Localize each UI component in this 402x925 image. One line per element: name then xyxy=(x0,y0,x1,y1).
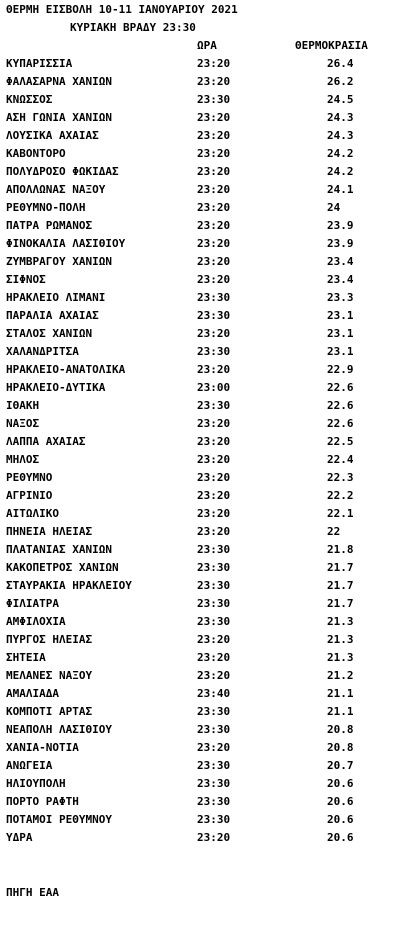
station-name: ΠΗΝΕΙΑ ΗΛΕΙΑΣ xyxy=(6,525,93,538)
station-name: ΚΝΩΣΣΟΣ xyxy=(6,93,53,106)
table-row xyxy=(0,217,402,235)
observation-time: 23:20 xyxy=(197,75,231,88)
observation-time: 23:40 xyxy=(197,687,231,700)
table-row xyxy=(0,541,402,559)
station-name: ΠΟΛΥΔΡΟΣΟ ΦΩΚΙΔΑΣ xyxy=(6,165,119,178)
station-name: ΝΕΑΠΟΛΗ ΛΑΣΙΘΙΟΥ xyxy=(6,723,112,736)
observation-time: 23:30 xyxy=(197,543,231,556)
station-name: ΧΑΛΑΝΔΡΙΤΣΑ xyxy=(6,345,79,358)
document-subtitle: ΚΥΡΙΑΚΗ ΒΡΑΔΥ 23:30 xyxy=(70,21,196,34)
table-row xyxy=(0,415,402,433)
temperature-value: 22.9 xyxy=(327,363,354,376)
table-row xyxy=(0,73,402,91)
station-name: ΡΕΘΥΜΝΟ xyxy=(6,471,53,484)
table-row xyxy=(0,433,402,451)
station-table xyxy=(0,55,402,847)
temperature-value: 24.5 xyxy=(327,93,354,106)
station-name: ΑΜΑΛΙΑΔΑ xyxy=(6,687,59,700)
table-row xyxy=(0,703,402,721)
station-name: ΚΑΚΟΠΕΤΡΟΣ ΧΑΝΙΩΝ xyxy=(6,561,119,574)
table-row xyxy=(0,505,402,523)
table-row xyxy=(0,307,402,325)
temperature-value: 21.7 xyxy=(327,579,354,592)
observation-time: 23:00 xyxy=(197,381,231,394)
observation-time: 23:20 xyxy=(197,507,231,520)
observation-time: 23:30 xyxy=(197,597,231,610)
temperature-value: 21.1 xyxy=(327,687,354,700)
temperature-value: 23.4 xyxy=(327,255,354,268)
station-name: ΠΟΤΑΜΟΙ ΡΕΘΥΜΝΟΥ xyxy=(6,813,112,826)
table-row xyxy=(0,109,402,127)
table-row xyxy=(0,685,402,703)
temperature-value: 22.3 xyxy=(327,471,354,484)
temperature-value: 23.9 xyxy=(327,237,354,250)
observation-time: 23:20 xyxy=(197,363,231,376)
document-title: ΘΕΡΜΗ ΕΙΣΒΟΛΗ 10-11 ΙΑΝΟΥΑΡΙΟΥ 2021 xyxy=(6,3,238,16)
table-row xyxy=(0,595,402,613)
table-row xyxy=(0,55,402,73)
observation-time: 23:20 xyxy=(197,183,231,196)
table-row xyxy=(0,649,402,667)
observation-time: 23:30 xyxy=(197,579,231,592)
observation-time: 23:30 xyxy=(197,813,231,826)
station-name: ΧΑΝΙΑ-ΝΟΤΙΑ xyxy=(6,741,79,754)
table-row xyxy=(0,523,402,541)
observation-time: 23:20 xyxy=(197,741,231,754)
observation-time: 23:20 xyxy=(197,111,231,124)
station-name: ΦΑΛΑΣΑΡΝΑ ΧΑΝΙΩΝ xyxy=(6,75,112,88)
temperature-value: 21.7 xyxy=(327,561,354,574)
station-name: ΙΘΑΚΗ xyxy=(6,399,40,412)
station-name: ΣΤΑΥΡΑΚΙΑ ΗΡΑΚΛΕΙΟΥ xyxy=(6,579,132,592)
observation-time: 23:20 xyxy=(197,57,231,70)
observation-time: 23:20 xyxy=(197,273,231,286)
observation-time: 23:30 xyxy=(197,759,231,772)
temperature-value: 24.2 xyxy=(327,147,354,160)
station-name: ΡΕΘΥΜΝΟ-ΠΟΛΗ xyxy=(6,201,86,214)
temperature-value: 22.6 xyxy=(327,381,354,394)
station-name: ΠΑΡΑΛΙΑ ΑΧΑΙΑΣ xyxy=(6,309,99,322)
station-name: ΣΗΤΕΙΑ xyxy=(6,651,46,664)
observation-time: 23:20 xyxy=(197,669,231,682)
station-name: ΠΛΑΤΑΝΙΑΣ ΧΑΝΙΩΝ xyxy=(6,543,112,556)
observation-time: 23:20 xyxy=(197,453,231,466)
observation-time: 23:20 xyxy=(197,237,231,250)
table-row xyxy=(0,163,402,181)
temperature-value: 23.1 xyxy=(327,309,354,322)
temperature-value: 22 xyxy=(327,525,341,538)
station-name: ΗΡΑΚΛΕΙΟ ΛΙΜΑΝΙ xyxy=(6,291,106,304)
observation-time: 23:20 xyxy=(197,435,231,448)
table-row xyxy=(0,829,402,847)
table-row xyxy=(0,721,402,739)
table-row xyxy=(0,379,402,397)
temperature-value: 26.2 xyxy=(327,75,354,88)
temperature-value: 22.2 xyxy=(327,489,354,502)
temperature-value: 24.2 xyxy=(327,165,354,178)
observation-time: 23:20 xyxy=(197,525,231,538)
temperature-value: 22.6 xyxy=(327,417,354,430)
temperature-value: 23.1 xyxy=(327,345,354,358)
station-name: ΠΑΤΡΑ ΡΩΜΑΝΟΣ xyxy=(6,219,93,232)
temperature-value: 20.6 xyxy=(327,831,354,844)
observation-time: 23:20 xyxy=(197,255,231,268)
table-row xyxy=(0,613,402,631)
table-row xyxy=(0,271,402,289)
temperature-value: 26.4 xyxy=(327,57,354,70)
observation-time: 23:30 xyxy=(197,399,231,412)
station-name: ΚΥΠΑΡΙΣΣΙΑ xyxy=(6,57,73,70)
table-row xyxy=(0,559,402,577)
table-row xyxy=(0,91,402,109)
temperature-value: 21.1 xyxy=(327,705,354,718)
temperature-value: 21.8 xyxy=(327,543,354,556)
station-name: ΝΑΞΟΣ xyxy=(6,417,40,430)
table-row xyxy=(0,361,402,379)
table-row xyxy=(0,127,402,145)
temperature-value: 21.3 xyxy=(327,615,354,628)
temperature-value: 24.3 xyxy=(327,129,354,142)
temperature-value: 20.8 xyxy=(327,723,354,736)
station-name: ΑΜΦΙΛΟΧΙΑ xyxy=(6,615,66,628)
observation-time: 23:20 xyxy=(197,489,231,502)
column-header-time: ΩΡΑ xyxy=(197,39,217,52)
observation-time: 23:30 xyxy=(197,93,231,106)
station-name: ΚΑΒΟΝΤΟΡΟ xyxy=(6,147,66,160)
table-row xyxy=(0,451,402,469)
temperature-value: 21.7 xyxy=(327,597,354,610)
table-row xyxy=(0,145,402,163)
temperature-value: 20.7 xyxy=(327,759,354,772)
temperature-value: 20.6 xyxy=(327,813,354,826)
temperature-value: 23.4 xyxy=(327,273,354,286)
temperature-value: 20.6 xyxy=(327,795,354,808)
table-row xyxy=(0,181,402,199)
station-name: ΠΟΡΤΟ ΡΑΦΤΗ xyxy=(6,795,79,808)
station-name: ΖΥΜΒΡΑΓΟΥ ΧΑΝΙΩΝ xyxy=(6,255,112,268)
station-name: ΗΡΑΚΛΕΙΟ-ΔΥΤΙΚΑ xyxy=(6,381,106,394)
observation-time: 23:30 xyxy=(197,723,231,736)
observation-time: 23:30 xyxy=(197,345,231,358)
table-row xyxy=(0,199,402,217)
station-name: ΠΥΡΓΟΣ ΗΛΕΙΑΣ xyxy=(6,633,93,646)
temperature-value: 24.1 xyxy=(327,183,354,196)
temperature-value: 23.1 xyxy=(327,327,354,340)
temperature-value: 21.2 xyxy=(327,669,354,682)
observation-time: 23:30 xyxy=(197,705,231,718)
station-name: ΜΕΛΑΝΕΣ ΝΑΞΟΥ xyxy=(6,669,93,682)
table-row xyxy=(0,757,402,775)
table-row xyxy=(0,631,402,649)
station-name: ΚΟΜΠΟΤΙ ΑΡΤΑΣ xyxy=(6,705,93,718)
table-row xyxy=(0,667,402,685)
observation-time: 23:30 xyxy=(197,561,231,574)
table-row xyxy=(0,811,402,829)
station-name: ΑΣΗ ΓΩΝΙΑ ΧΑΝΙΩΝ xyxy=(6,111,112,124)
station-name: ΥΔΡΑ xyxy=(6,831,33,844)
temperature-value: 21.3 xyxy=(327,633,354,646)
temperature-value: 22.6 xyxy=(327,399,354,412)
table-row xyxy=(0,343,402,361)
table-row xyxy=(0,577,402,595)
station-name: ΜΗΛΟΣ xyxy=(6,453,40,466)
station-name: ΛΟΥΣΙΚΑ ΑΧΑΙΑΣ xyxy=(6,129,99,142)
table-row xyxy=(0,793,402,811)
station-name: ΣΤΑΛΟΣ ΧΑΝΙΩΝ xyxy=(6,327,93,340)
station-name: ΑΙΤΩΛΙΚΟ xyxy=(6,507,59,520)
table-row xyxy=(0,739,402,757)
station-name: ΗΛΙΟΥΠΟΛΗ xyxy=(6,777,66,790)
temperature-value: 23.3 xyxy=(327,291,354,304)
temperature-value: 24 xyxy=(327,201,341,214)
column-header-temperature: ΘΕΡΜΟΚΡΑΣΙΑ xyxy=(295,39,368,52)
temperature-value: 22.4 xyxy=(327,453,354,466)
table-row xyxy=(0,325,402,343)
station-name: ΣΙΦΝΟΣ xyxy=(6,273,46,286)
table-row xyxy=(0,289,402,307)
temperature-value: 20.6 xyxy=(327,777,354,790)
observation-time: 23:20 xyxy=(197,417,231,430)
source-note: ΠΗΓΗ ΕΑΑ xyxy=(6,886,59,899)
station-name: ΛΑΠΠΑ ΑΧΑΙΑΣ xyxy=(6,435,86,448)
temperature-value: 22.1 xyxy=(327,507,354,520)
observation-time: 23:20 xyxy=(197,201,231,214)
observation-time: 23:20 xyxy=(197,165,231,178)
observation-time: 23:30 xyxy=(197,309,231,322)
observation-time: 23:20 xyxy=(197,327,231,340)
observation-time: 23:30 xyxy=(197,777,231,790)
station-name: ΦΙΝΟΚΑΛΙΑ ΛΑΣΙΘΙΟΥ xyxy=(6,237,126,250)
table-row xyxy=(0,487,402,505)
station-name: ΦΙΛΙΑΤΡΑ xyxy=(6,597,59,610)
observation-time: 23:20 xyxy=(197,471,231,484)
temperature-value: 20.8 xyxy=(327,741,354,754)
observation-time: 23:30 xyxy=(197,795,231,808)
station-name: ΗΡΑΚΛΕΙΟ-ΑΝΑΤΟΛΙΚΑ xyxy=(6,363,126,376)
station-name: ΑΠΟΛΛΩΝΑΣ ΝΑΞΟΥ xyxy=(6,183,106,196)
station-name: ΑΓΡΙΝΙΟ xyxy=(6,489,53,502)
observation-time: 23:20 xyxy=(197,219,231,232)
station-name: ΑΝΩΓΕΙΑ xyxy=(6,759,53,772)
table-row xyxy=(0,397,402,415)
table-row xyxy=(0,235,402,253)
observation-time: 23:20 xyxy=(197,651,231,664)
observation-time: 23:20 xyxy=(197,831,231,844)
observation-time: 23:20 xyxy=(197,129,231,142)
observation-time: 23:20 xyxy=(197,147,231,160)
table-row xyxy=(0,253,402,271)
table-row xyxy=(0,775,402,793)
temperature-value: 21.3 xyxy=(327,651,354,664)
observation-time: 23:30 xyxy=(197,291,231,304)
table-row xyxy=(0,469,402,487)
temperature-value: 22.5 xyxy=(327,435,354,448)
temperature-value: 24.3 xyxy=(327,111,354,124)
observation-time: 23:20 xyxy=(197,633,231,646)
observation-time: 23:30 xyxy=(197,615,231,628)
temperature-value: 23.9 xyxy=(327,219,354,232)
